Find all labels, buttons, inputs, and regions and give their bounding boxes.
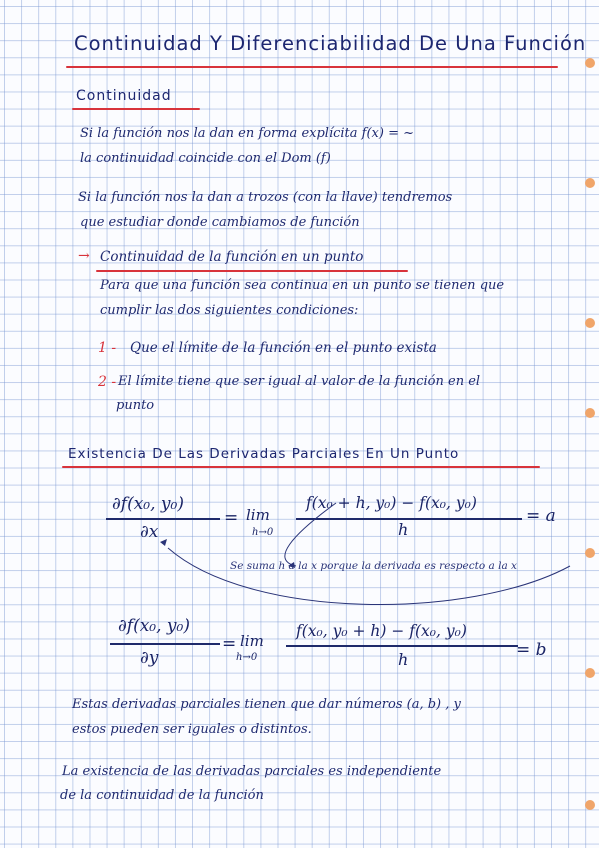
eq2-rhs-numerator: f(x₀, y₀ + h) − f(x₀, y₀) (296, 622, 467, 640)
paragraph-line: Para que una función sea continua en un punto se tienen que (100, 278, 505, 293)
condition-text: Que el límite de la función en el punto exista (130, 340, 437, 356)
eq2-result: = b (516, 640, 547, 660)
eq1-lhs-denominator: ∂x (140, 522, 159, 542)
paragraph-line: estos pueden ser iguales o distintos. (72, 722, 312, 737)
eq1-rhs-numerator: f(x₀ + h, y₀) − f(x₀, y₀) (306, 494, 477, 512)
eq2-lhs-numerator: ∂f(x₀, y₀) (118, 616, 190, 636)
limit-symbol: lim (246, 506, 270, 524)
annotation-note: Se suma h a la x porque la derivada es respecto a la x (230, 560, 517, 572)
condition-number: 1 - (98, 340, 117, 356)
section-heading-derivadas: Existencia De Las Derivadas Parciales En Un Punto (68, 446, 460, 462)
limit-symbol: lim (240, 632, 264, 650)
limit-subscript: h→0 (252, 527, 274, 538)
condition-number: 2 - (98, 374, 117, 390)
paragraph-line: que estudiar donde cambiamos de función (80, 215, 360, 230)
paragraph-line: la continuidad coincide con el Dom (f) (80, 151, 331, 166)
paragraph-line: Si la función nos la dan a trozos (con la llave) tendremos (78, 190, 453, 205)
limit-subscript: h→0 (236, 652, 258, 663)
paragraph-line: Estas derivadas parciales tienen que dar números (a, b) , y (72, 697, 461, 712)
fraction-bar (286, 645, 518, 647)
condition-text: El límite tiene que ser igual al valor de la función en el (118, 374, 481, 389)
arrow-icon: → (78, 248, 90, 264)
section-heading-continuidad: Continuidad (76, 88, 172, 104)
fraction-bar (110, 643, 220, 645)
eq1-result: = a (526, 506, 556, 526)
subheading: Continuidad de la función en un punto (100, 249, 364, 265)
eq1-rhs-denominator: h (398, 520, 409, 539)
eq2-rhs-denominator: h (398, 650, 409, 669)
eq1-lhs-numerator: ∂f(x₀, y₀) (112, 494, 184, 514)
equals-sign: = (224, 508, 239, 528)
paragraph-line: Si la función nos la dan en forma explícita f(x) = ~ (80, 126, 414, 141)
paragraph-line: de la continuidad de la función (60, 788, 264, 803)
paragraph-line: cumplir las dos siguientes condiciones: (100, 303, 359, 318)
equals-sign: = (222, 634, 237, 654)
condition-text: punto (116, 398, 155, 413)
page-title: Continuidad Y Diferenciabilidad De Una Función (74, 32, 587, 55)
paragraph-line: La existencia de las derivadas parciales es independiente (62, 764, 442, 779)
eq2-lhs-denominator: ∂y (140, 648, 159, 668)
